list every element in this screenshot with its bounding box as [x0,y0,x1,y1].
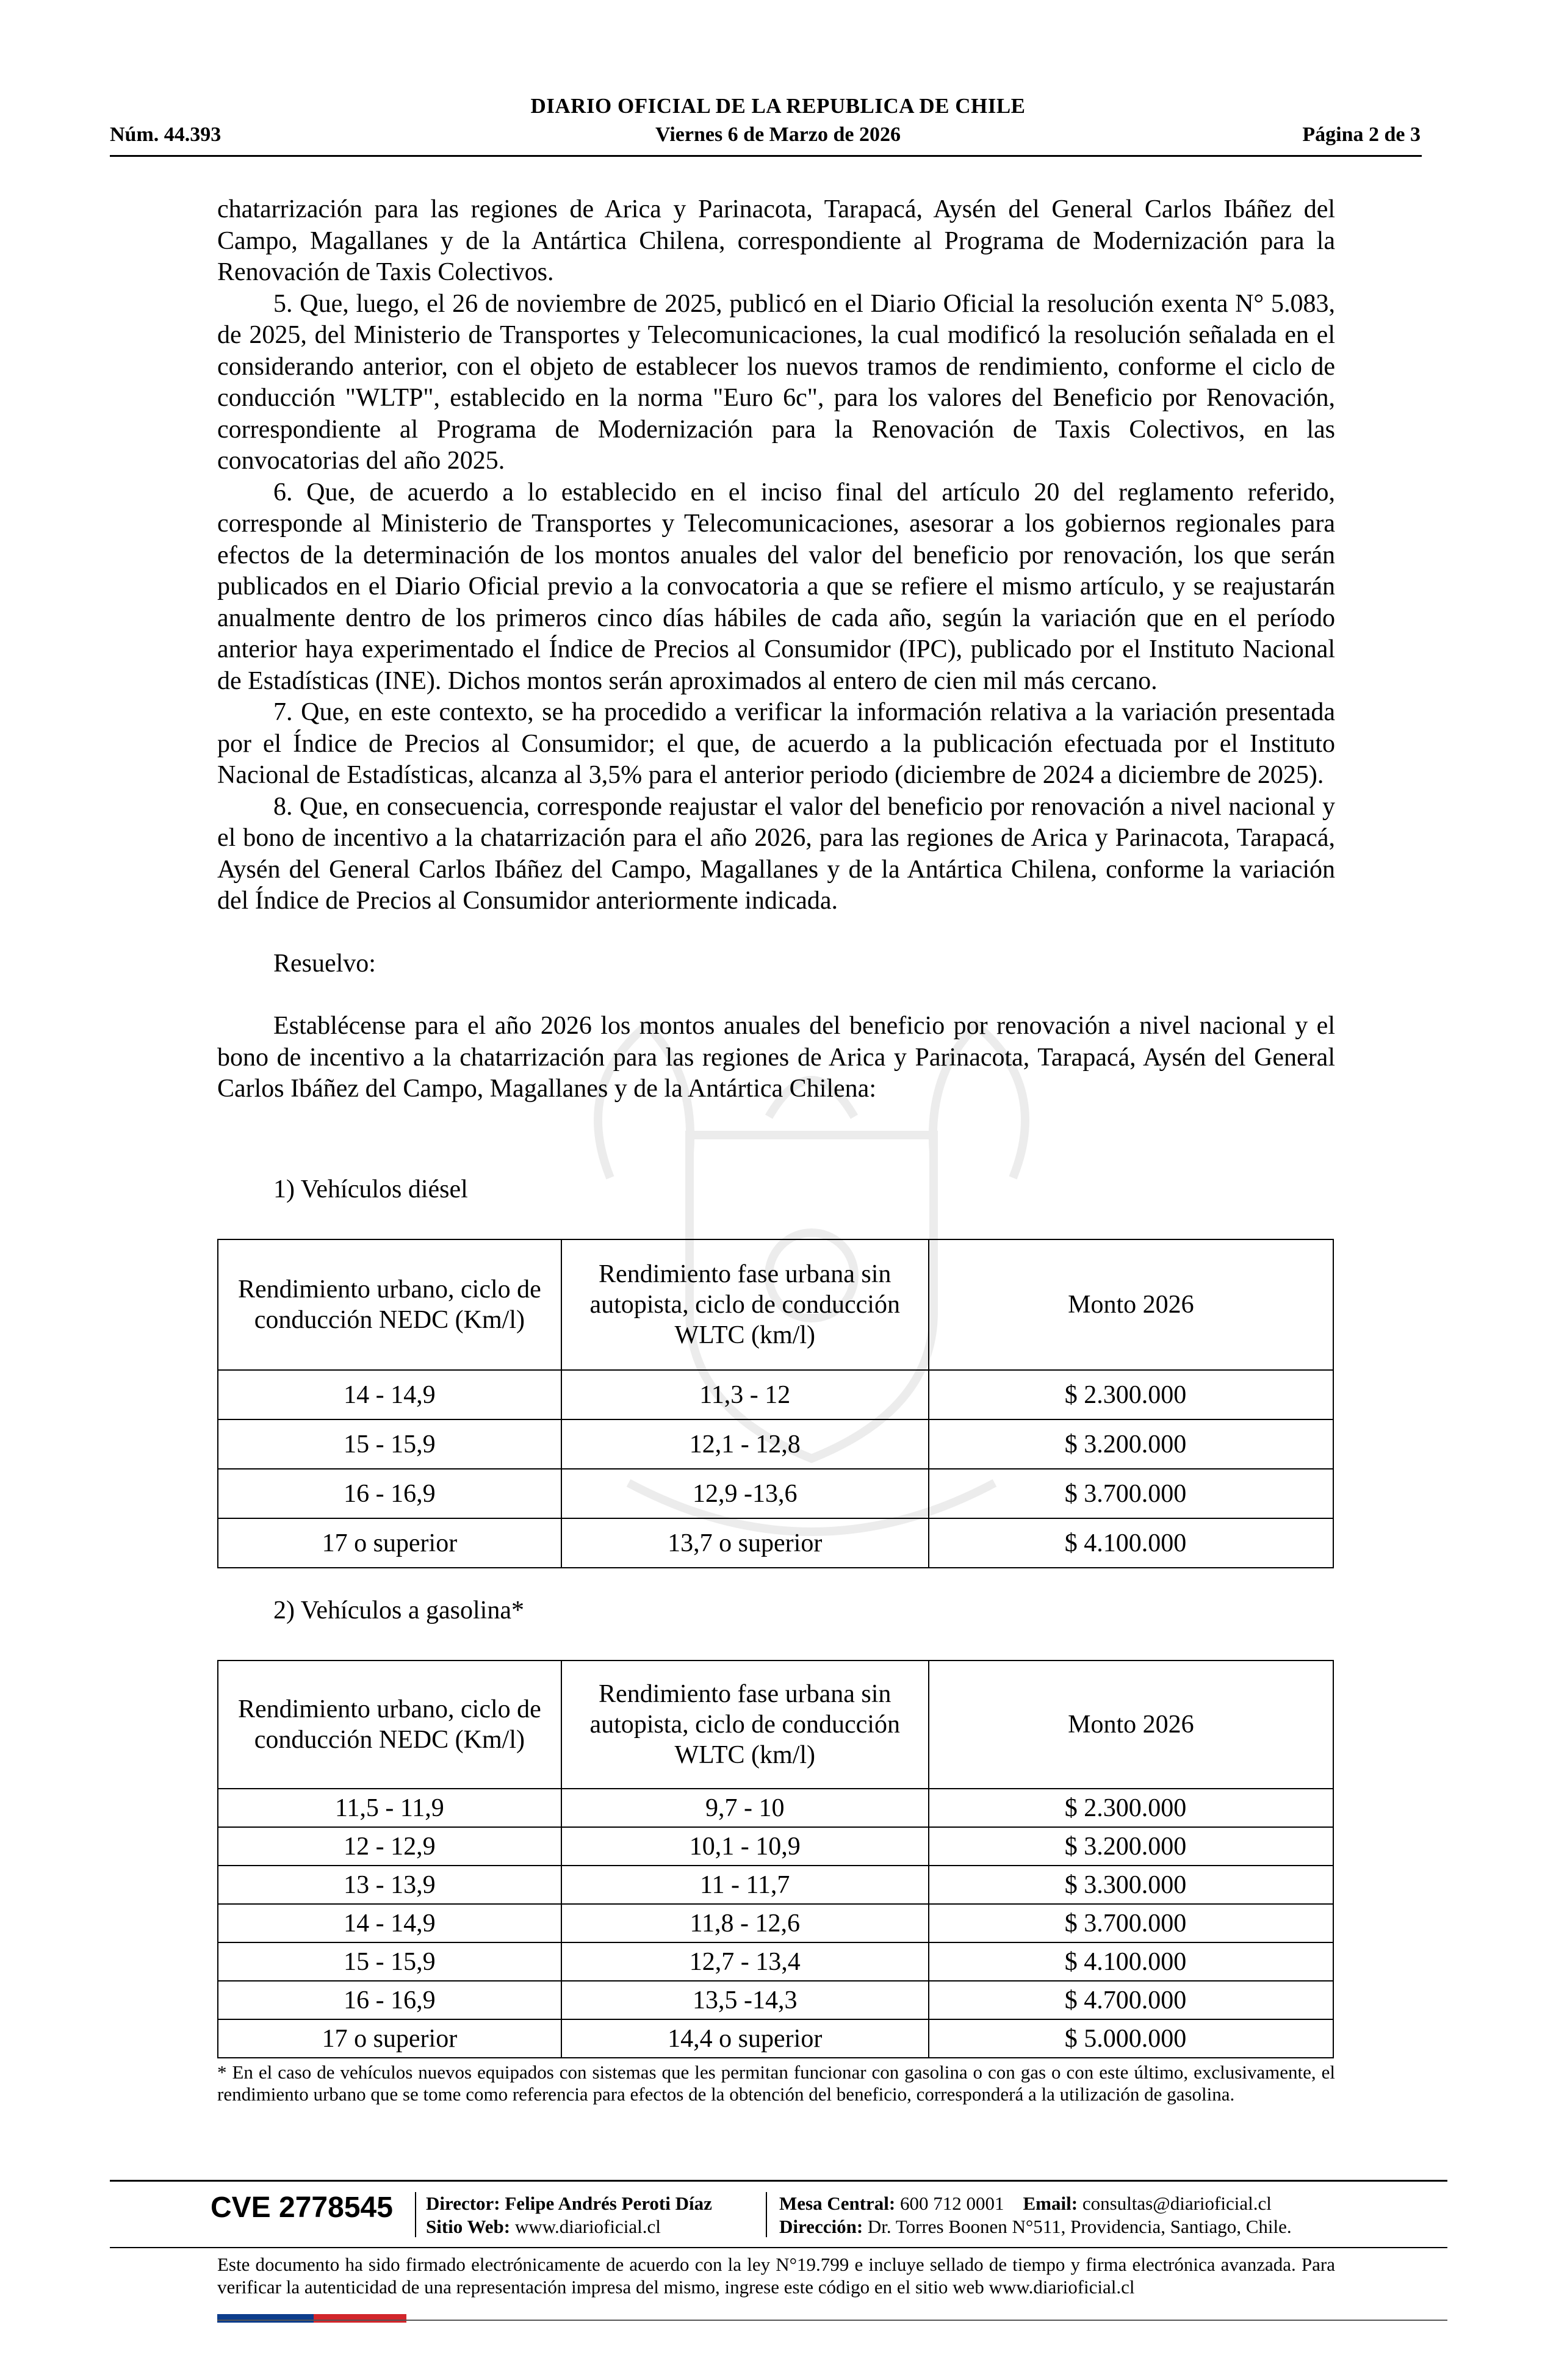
page-indicator: Página 2 de 3 [1302,123,1421,146]
table-cell: 17 o superior [218,1518,561,1568]
legal-notice: Este documento ha sido firmado electrónicamente de acuerdo con la ley N°19.799 e incluye sellado de tiempo y firma electrónica avanzada. Para verificar la autenticidad de una representación impresa del mismo, ingrese este código en el sitio web www.diarioficial.cl [217,2254,1335,2298]
resolution-paragraph: Establécense para el año 2026 los montos anuales del beneficio por renovación a nivel nacional y el bono de incentivo a la chatarrización para las regiones de Arica y Parinacota, Tarapacá, Aysén del General Carlos Ibáñez del Campo, Magallanes y de la Antártica Chilena: [217,1012,1335,1103]
paragraph-continuation: chatarrización para las regiones de Arica y Parinacota, Tarapacá, Aysén del General Carlos Ibáñez del Campo, Magallanes y de la Antártica Chilena, correspondiente al Programa de Modernización para la Renovación de Taxis Colectivos. [217,195,1335,286]
table-cell: 14 - 14,9 [218,1904,561,1942]
table-cell: $ 3.300.000 [929,1866,1333,1904]
footer-separator [766,2192,767,2237]
table-cell: $ 5.000.000 [929,2019,1333,2058]
address-value: Dr. Torres Boonen N°511, Providencia, Santiago, Chile. [867,2216,1292,2237]
newspaper-title: DIARIO OFICIAL DE LA REPUBLICA DE CHILE [530,94,1026,118]
body-text [217,194,1335,1105]
table-cell: $ 3.200.000 [929,1827,1333,1866]
table-cell: 16 - 16,9 [218,1469,561,1518]
gasoline-footnote: * En el caso de vehículos nuevos equipados con sistemas que les permitan funcionar con gasolina o con gas o con este último, exclusivamente, el rendimiento urbano que se tome como referencia para efectos de la obtención del beneficio, corresponderá a la utilización de gasolina. [217,2061,1335,2105]
table-row [218,1469,1333,1518]
director-name: Felipe Andrés Peroti Díaz [505,2193,712,2214]
table-gasoline-label: 2) Vehículos a gasolina* [273,1596,524,1625]
table-gasoline [217,1660,1334,2058]
table-cell: $ 2.300.000 [929,1370,1333,1419]
table-cell: 15 - 15,9 [218,1942,561,1981]
phone-label: Mesa Central: [779,2193,896,2214]
table-cell: 12,7 - 13,4 [561,1942,929,1981]
table-row [218,1866,1333,1904]
flag-bar-blue [217,2314,314,2323]
table-cell: 12,9 -13,6 [561,1469,929,1518]
table-cell: 17 o superior [218,2019,561,2058]
table-cell: 16 - 16,9 [218,1981,561,2019]
paragraph-5: 5. Que, luego, el 26 de noviembre de 2025, publicó en el Diario Oficial la resolución exenta N° 5.083, de 2025, del Ministerio de Transportes y Telecomunicaciones, la cual modificó la resolución señalada en el considerando anterior, con el objeto de establecer los nuevos tramos de rendimiento, conforme el ciclo de conducción "WLTP", establecido en la norma "Euro 6c", para los valores del Beneficio por Renovación, correspondiente al Programa de Modernización para la Renovación de Taxis Colectivos, en las convocatorias del año 2025. [217,289,1335,475]
table-header: Rendimiento fase urbana sin autopista, ciclo de conducción WLTC (km/l) [561,1239,929,1370]
table-cell: 10,1 - 10,9 [561,1827,929,1866]
table-cell: 11,8 - 12,6 [561,1904,929,1942]
table-cell: 11,3 - 12 [561,1370,929,1419]
table-diesel [217,1239,1334,1568]
table-row [218,1981,1333,2019]
table-cell: 13 - 13,9 [218,1866,561,1904]
phone-number: 600 712 0001 [900,2193,1004,2214]
footer-divider [110,2180,1447,2182]
paragraph-8: 8. Que, en consecuencia, corresponde reajustar el valor del beneficio por renovación a nivel nacional y el bono de incentivo a la chatarrización para el año 2026, para las regiones de Arica y Parinacota, Tarapacá, Aysén del General Carlos Ibáñez del Campo, Magallanes y de la Antártica Chilena, conforme la variación del Índice de Precios al Consumidor anteriormente indicada. [217,792,1335,915]
table-row [218,1419,1333,1469]
footer-separator [415,2192,416,2237]
table-cell: 12,1 - 12,8 [561,1419,929,1469]
footer-contact-left [426,2192,712,2238]
website-label: Sitio Web: [426,2216,511,2237]
table-header: Rendimiento urbano, ciclo de conducción NEDC (Km/l) [218,1661,561,1789]
table-row [218,1518,1333,1568]
table-cell: 13,5 -14,3 [561,1981,929,2019]
table-cell: 14 - 14,9 [218,1370,561,1419]
table-header: Rendimiento fase urbana sin autopista, ciclo de conducción WLTC (km/l) [561,1661,929,1789]
table-cell: 15 - 15,9 [218,1419,561,1469]
flag-bar-red [314,2314,406,2323]
issue-number: Núm. 44.393 [110,123,222,146]
resuelvo-heading: Resuelvo: [273,949,376,978]
table-row [218,1370,1333,1419]
email-link[interactable]: consultas@diarioficial.cl [1082,2193,1272,2214]
table-row [218,2019,1333,2058]
flag-bar-line [217,2320,1447,2321]
table-row [218,1904,1333,1942]
director-label: Director: [426,2193,500,2214]
table-cell: $ 2.300.000 [929,1789,1333,1827]
table-cell: $ 4.700.000 [929,1981,1333,2019]
address-label: Dirección: [779,2216,863,2237]
table-row [218,1942,1333,1981]
table-row [218,1827,1333,1866]
paragraph-7: 7. Que, en este contexto, se ha procedido a verificar la información relativa a la variación presentada por el Índice de Precios al Consumidor; el que, de acuerdo a la publicación efectuada por el Instituto Nacional de Estadísticas, alcanza al 3,5% para el anterior periodo (diciembre de 2024 a diciembre de 2025). [217,698,1335,789]
table-row [218,1789,1333,1827]
table-cell: 14,4 o superior [561,2019,929,2058]
table-diesel-label: 1) Vehículos diésel [273,1175,468,1203]
issue-date: Viernes 6 de Marzo de 2026 [655,123,901,146]
table-cell: $ 3.200.000 [929,1419,1333,1469]
table-cell: 9,7 - 10 [561,1789,929,1827]
table-cell: $ 4.100.000 [929,1518,1333,1568]
table-cell: $ 3.700.000 [929,1904,1333,1942]
table-header: Monto 2026 [929,1239,1333,1370]
table-cell: 12 - 12,9 [218,1827,561,1866]
table-cell: $ 3.700.000 [929,1469,1333,1518]
table-cell: 11 - 11,7 [561,1866,929,1904]
header-divider [110,155,1422,157]
footer-contact-right [779,2192,1292,2238]
table-header: Rendimiento urbano, ciclo de conducción NEDC (Km/l) [218,1239,561,1370]
table-header: Monto 2026 [929,1661,1333,1789]
email-label: Email: [1023,2193,1078,2214]
table-cell: $ 4.100.000 [929,1942,1333,1981]
footer-divider [110,2247,1447,2248]
table-cell: 13,7 o superior [561,1518,929,1568]
cve-code: CVE 2778545 [211,2191,393,2224]
table-cell: 11,5 - 11,9 [218,1789,561,1827]
paragraph-6: 6. Que, de acuerdo a lo establecido en el inciso final del artículo 20 del reglamento referido, corresponde al Ministerio de Transportes y Telecomunicaciones, asesorar a los gobiernos regionales para efectos de la determinación de los montos anuales del valor del beneficio por renovación, los que serán publicados en el Diario Oficial previo a la convocatoria a que se refiere el mismo artículo, y se reajustarán anualmente dentro de los primeros cinco días hábiles de cada año, según la variación que en el período anterior haya experimentado el Índice de Precios al Consumidor (IPC), publicado por el Instituto Nacional de Estadísticas (INE). Dichos montos serán aproximados al entero de cien mil más cercano. [217,478,1335,695]
website-link[interactable]: www.diarioficial.cl [514,2216,661,2237]
